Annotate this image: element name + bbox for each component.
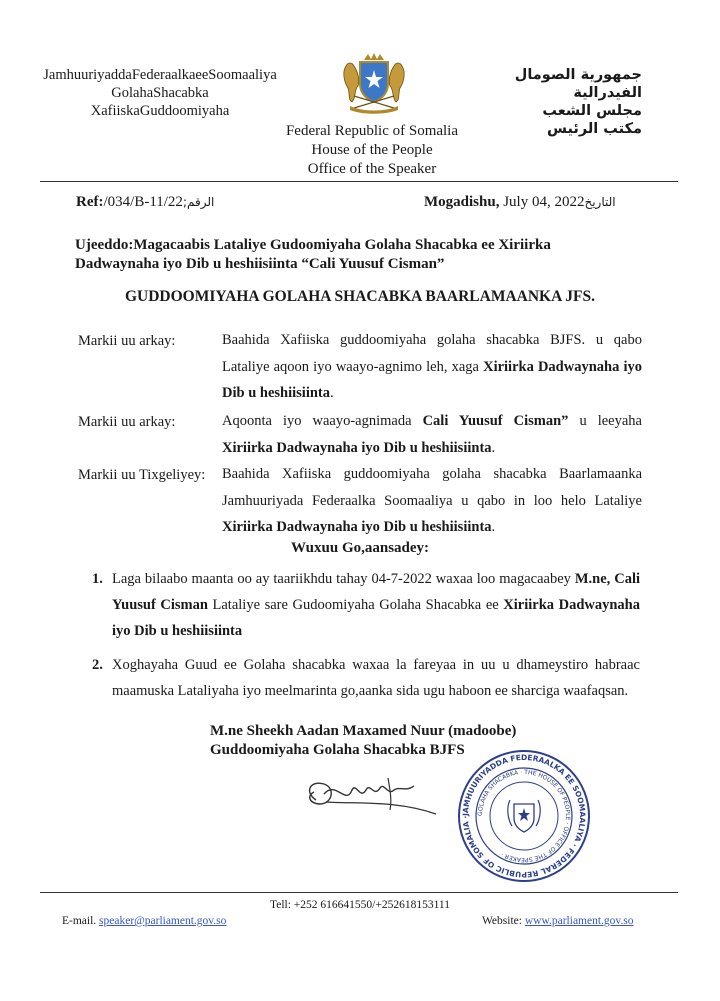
header-divider — [40, 181, 678, 182]
header-right-line3: مكتب الرئيس — [546, 121, 642, 137]
subject-block — [75, 236, 595, 274]
footer-website — [482, 915, 634, 927]
item-1-text-a: Laga bilaabo maanta oo ay taariikhdu tahay 04-7-2022 waxaa loo magacaabey — [112, 571, 575, 587]
clause-2-text-mid: u leeyaha — [568, 413, 642, 429]
header-center-line3: Office of the Speaker — [307, 161, 437, 177]
clause-1-bold: Xiriirka Dadwaynaha iyo Dib u heshiisiinta — [222, 358, 642, 401]
stamp-inner-text: GOLAHA SHACABKA · THE HOUSE OF PEOPLE · OFFICE OF THE SPEAKER · — [476, 768, 572, 864]
ref-number: /034/B-11/22 — [103, 194, 183, 210]
clause-3-text — [222, 461, 642, 541]
website-link[interactable]: www.parliament.gov.so — [524, 915, 634, 927]
reference-line — [76, 194, 214, 211]
decision-item-1 — [80, 566, 640, 644]
clause-1-text-b: . — [330, 385, 334, 401]
clause-2-text-a: Aqoonta iyo waayo-agnimada — [222, 413, 423, 429]
document-title: GUDDOOMIYAHA GOLAHA SHACABKA BAARLAMAANKA JFS. — [124, 288, 596, 305]
somalia-coat-of-arms-icon — [340, 52, 408, 114]
date-value: July 04, 2022 — [499, 194, 585, 210]
subject-line1: Ujeeddo:Magacaabis Lataliye Gudoomiyaha Golaha Shacabka ee Xiriirka — [75, 237, 551, 253]
date-city: Mogadishu, — [424, 194, 500, 210]
date-line — [424, 194, 616, 211]
clause-2-label: Markii uu arkay: — [78, 414, 176, 430]
clause-3-text-a: Baahida Xafiiska guddoomiyaha golaha shacabka Baarlamaanka Jamhuuriyada Federaalka Soomaaliya u qabo in loo helo Lataliye — [222, 466, 642, 509]
footer-email — [62, 915, 226, 927]
header-left-line3: XafiiskaGuddoomiyaha — [90, 103, 230, 119]
header-left-block — [40, 66, 280, 120]
website-label: Website: — [482, 915, 525, 927]
clause-1-label: Markii uu arkay: — [78, 333, 176, 349]
decision-item-2 — [80, 652, 640, 704]
date-arabic: التاريخ — [584, 195, 616, 209]
header-center-line1: Federal Republic of Somalia — [285, 123, 459, 139]
clause-2-bold-name: Cali Yuusuf Cisman” — [422, 413, 569, 429]
header-center-line2: House of the People — [311, 142, 433, 158]
stamp-outer-text: JAMHUURIYADDA FEDERAALKA EE SOOMAALIYA · FEDERAL REPUBLIC OF SOMALIA · — [460, 752, 588, 880]
header-left-line1: JamhuuriyaddaFederaalkaeeSoomaaliya — [43, 67, 277, 83]
header-center-block — [262, 122, 482, 179]
clause-3-text-b: . — [491, 519, 496, 535]
email-label: E-mail. — [62, 915, 100, 927]
email-link[interactable]: speaker@parliament.gov.so — [99, 915, 227, 927]
clause-2-text-b: . — [491, 439, 496, 456]
footer-telephone: Tell: +252 616641550/+252618153111 — [270, 899, 450, 911]
clause-1-text — [222, 327, 642, 407]
decision-heading: Wuxuu Go,aansadey: — [290, 540, 430, 556]
header-right-line1: جمهورية الصومال الفيدرالية — [514, 67, 642, 101]
item-1-text — [112, 566, 640, 644]
signatory-title: Guddoomiyaha Golaha Shacabka BJFS — [210, 742, 465, 758]
ref-arabic: ;الرقم — [182, 195, 215, 209]
handwritten-signature-icon — [296, 770, 446, 825]
clause-3-label: Markii uu Tixgeliyey: — [78, 467, 206, 483]
clause-2-bold: Xiriirka Dadwaynaha iyo Dib u heshiisiinta — [222, 439, 492, 456]
clause-2-text — [222, 408, 642, 461]
ref-label: Ref: — [76, 194, 104, 210]
item-1-bold-dept: Xiriirka Dadwaynaha iyo Dib u heshiisiinta — [112, 597, 640, 639]
signatory-name: M.ne Sheekh Aadan Maxamed Nuur (madoobe) — [210, 723, 517, 739]
item-1-number: 1. — [92, 571, 103, 587]
clause-1-text-a: Baahida Xafiiska guddoomiyaha golaha shacabka BJFS. u qabo Lataliye aqoon iyo waayo-agnimo leh, xaga — [222, 332, 642, 375]
item-1-bold-name: M.ne, Cali Yuusuf Cisman — [112, 571, 640, 613]
item-2-number: 2. — [92, 657, 103, 673]
footer-divider — [40, 892, 678, 893]
subject-line2: Dadwaynaha iyo Dib u heshiisiinta “Cali Yuusuf Cisman” — [75, 256, 445, 272]
official-stamp-icon — [456, 748, 592, 884]
item-1-text-mid: Lataliye sare Gudoomiyaha Golaha Shacabka ee — [207, 597, 504, 613]
header-left-line2: GolahaShacabka — [111, 85, 209, 101]
clause-3-bold: Xiriirka Dadwaynaha iyo Dib u heshiisiinta — [222, 519, 492, 535]
item-2-text: Xoghayaha Guud ee Golaha shacabka waxaa la fareyaa in uu u dhameystiro habraac maamuska Lataliyaha iyo meelmarinta go,aanka sida ugu haboon ee sharciga waafaqsan. — [112, 657, 640, 699]
header-right-line2: مجلس الشعب — [542, 103, 642, 119]
